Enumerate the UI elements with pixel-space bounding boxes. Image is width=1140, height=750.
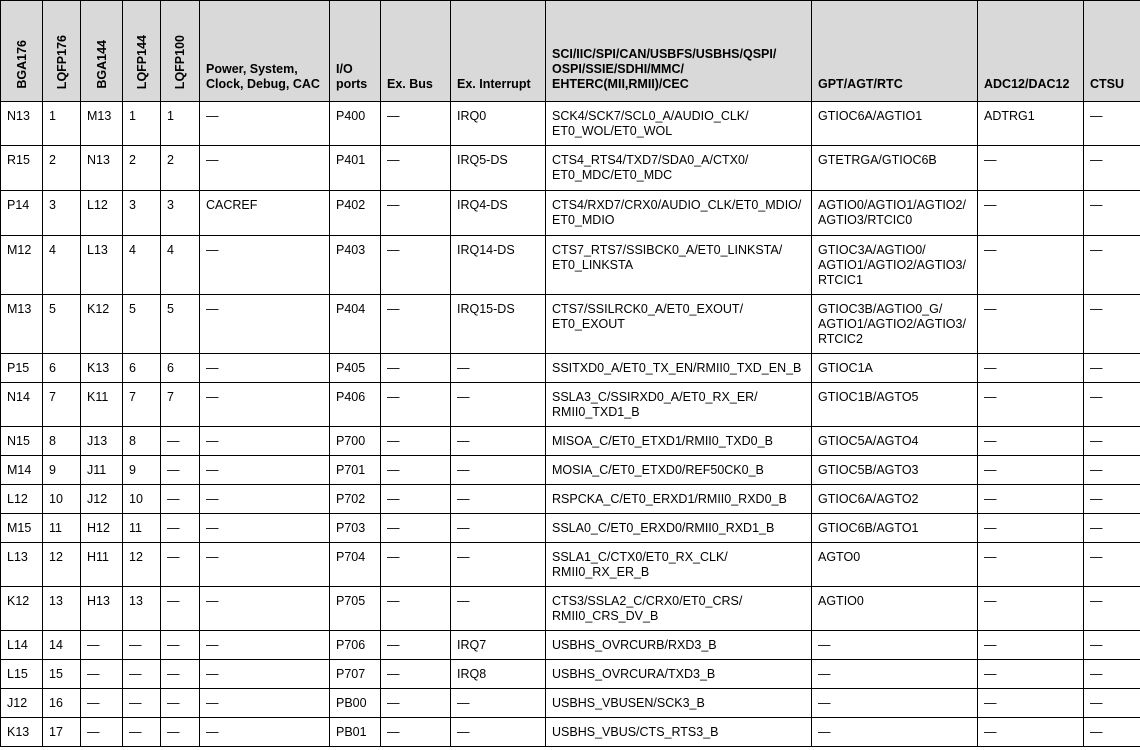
cell-ex-interrupt: — <box>451 354 546 383</box>
header-power-system: Power, System, Clock, Debug, CAC <box>200 1 330 102</box>
cell-comm: SSITXD0_A/ET0_TX_EN/RMII0_TXD_EN_B <box>546 354 812 383</box>
cell-ex-bus: — <box>381 354 451 383</box>
cell-bga144: K11 <box>81 383 123 427</box>
cell-bga144: N13 <box>81 146 123 191</box>
cell-bga144: K12 <box>81 295 123 354</box>
cell-bga176: M13 <box>1 295 43 354</box>
cell-ex-interrupt: — <box>451 383 546 427</box>
cell-ctsu: — <box>1084 456 1140 485</box>
cell-ex-interrupt: — <box>451 587 546 631</box>
cell-io-port: P702 <box>330 485 381 514</box>
cell-bga144: H12 <box>81 514 123 543</box>
table-row <box>1 146 1140 191</box>
cell-bga176: M12 <box>1 236 43 295</box>
cell-io-port: P700 <box>330 427 381 456</box>
cell-gpt-agt-rtc: GTIOC3A/AGTIO0/ AGTIO1/AGTIO2/AGTIO3/ RTCIC1 <box>812 236 978 295</box>
cell-bga144: J13 <box>81 427 123 456</box>
cell-adc-dac: — <box>978 383 1084 427</box>
table-row <box>1 718 1140 747</box>
cell-lqfp144: 5 <box>123 295 161 354</box>
cell-gpt-agt-rtc: — <box>812 718 978 747</box>
cell-ex-interrupt: IRQ0 <box>451 102 546 146</box>
cell-gpt-agt-rtc: GTIOC5B/AGTO3 <box>812 456 978 485</box>
cell-lqfp176: 8 <box>43 427 81 456</box>
cell-adc-dac: — <box>978 631 1084 660</box>
cell-io-port: P406 <box>330 383 381 427</box>
cell-bga144: L12 <box>81 191 123 236</box>
cell-adc-dac: — <box>978 514 1084 543</box>
cell-comm: CTS7_RTS7/SSIBCK0_A/ET0_LINKSTA/ ET0_LINKSTA <box>546 236 812 295</box>
cell-lqfp100: — <box>161 660 200 689</box>
cell-ex-interrupt: — <box>451 485 546 514</box>
cell-ex-bus: — <box>381 587 451 631</box>
table-row <box>1 514 1140 543</box>
header-bga144: BGA144 <box>81 1 123 102</box>
cell-ex-bus: — <box>381 456 451 485</box>
cell-comm: CTS4/RXD7/CRX0/AUDIO_CLK/ET0_MDIO/ ET0_MDIO <box>546 191 812 236</box>
cell-adc-dac: — <box>978 660 1084 689</box>
cell-power: — <box>200 236 330 295</box>
cell-power: — <box>200 631 330 660</box>
cell-gpt-agt-rtc: GTIOC6A/AGTIO1 <box>812 102 978 146</box>
cell-bga176: J12 <box>1 689 43 718</box>
cell-lqfp100: — <box>161 631 200 660</box>
cell-comm: CTS4_RTS4/TXD7/SDA0_A/CTX0/ ET0_MDC/ET0_MDC <box>546 146 812 191</box>
cell-lqfp144: — <box>123 631 161 660</box>
cell-io-port: P703 <box>330 514 381 543</box>
cell-bga176: P14 <box>1 191 43 236</box>
cell-power: — <box>200 102 330 146</box>
cell-lqfp176: 12 <box>43 543 81 587</box>
cell-lqfp100: 5 <box>161 295 200 354</box>
table-row <box>1 660 1140 689</box>
cell-adc-dac: — <box>978 354 1084 383</box>
cell-adc-dac: — <box>978 485 1084 514</box>
table-row <box>1 236 1140 295</box>
cell-lqfp100: 2 <box>161 146 200 191</box>
cell-lqfp176: 6 <box>43 354 81 383</box>
cell-power: — <box>200 718 330 747</box>
cell-gpt-agt-rtc: AGTIO0/AGTIO1/AGTIO2/ AGTIO3/RTCIC0 <box>812 191 978 236</box>
cell-ex-bus: — <box>381 514 451 543</box>
cell-io-port: P404 <box>330 295 381 354</box>
cell-ex-bus: — <box>381 146 451 191</box>
cell-lqfp176: 1 <box>43 102 81 146</box>
cell-adc-dac: — <box>978 427 1084 456</box>
cell-comm: MOSIA_C/ET0_ETXD0/REF50CK0_B <box>546 456 812 485</box>
cell-lqfp100: 1 <box>161 102 200 146</box>
cell-ctsu: — <box>1084 295 1140 354</box>
cell-io-port: P707 <box>330 660 381 689</box>
cell-gpt-agt-rtc: — <box>812 631 978 660</box>
cell-adc-dac: — <box>978 295 1084 354</box>
cell-power: — <box>200 354 330 383</box>
cell-ex-interrupt: IRQ14-DS <box>451 236 546 295</box>
cell-lqfp144: 10 <box>123 485 161 514</box>
cell-ex-interrupt: — <box>451 718 546 747</box>
cell-io-port: P405 <box>330 354 381 383</box>
cell-io-port: P400 <box>330 102 381 146</box>
cell-bga144: K13 <box>81 354 123 383</box>
cell-comm: CTS7/SSILRCK0_A/ET0_EXOUT/ ET0_EXOUT <box>546 295 812 354</box>
cell-bga144: — <box>81 631 123 660</box>
cell-gpt-agt-rtc: — <box>812 689 978 718</box>
cell-ctsu: — <box>1084 631 1140 660</box>
cell-bga176: P15 <box>1 354 43 383</box>
table-row <box>1 587 1140 631</box>
cell-lqfp144: 8 <box>123 427 161 456</box>
cell-bga176: M15 <box>1 514 43 543</box>
cell-ex-bus: — <box>381 295 451 354</box>
cell-ex-bus: — <box>381 427 451 456</box>
cell-lqfp100: — <box>161 543 200 587</box>
cell-ctsu: — <box>1084 102 1140 146</box>
cell-lqfp144: 11 <box>123 514 161 543</box>
header-bga176: BGA176 <box>1 1 43 102</box>
cell-ctsu: — <box>1084 485 1140 514</box>
cell-gpt-agt-rtc: GTETRGA/GTIOC6B <box>812 146 978 191</box>
cell-power: — <box>200 485 330 514</box>
cell-io-port: P401 <box>330 146 381 191</box>
cell-adc-dac: — <box>978 543 1084 587</box>
cell-power: — <box>200 689 330 718</box>
header-lqfp100: LQFP100 <box>161 1 200 102</box>
cell-ex-bus: — <box>381 383 451 427</box>
cell-lqfp176: 10 <box>43 485 81 514</box>
cell-gpt-agt-rtc: AGTO0 <box>812 543 978 587</box>
cell-ctsu: — <box>1084 543 1140 587</box>
header-ex-interrupt: Ex. Interrupt <box>451 1 546 102</box>
cell-bga176: L12 <box>1 485 43 514</box>
cell-comm: USBHS_OVRCURA/TXD3_B <box>546 660 812 689</box>
header-ex-bus: Ex. Bus <box>381 1 451 102</box>
cell-lqfp144: 6 <box>123 354 161 383</box>
table-row <box>1 191 1140 236</box>
cell-ctsu: — <box>1084 718 1140 747</box>
cell-power: CACREF <box>200 191 330 236</box>
cell-adc-dac: — <box>978 191 1084 236</box>
cell-lqfp176: 14 <box>43 631 81 660</box>
header-gpt-agt-rtc: GPT/AGT/RTC <box>812 1 978 102</box>
cell-gpt-agt-rtc: GTIOC5A/AGTO4 <box>812 427 978 456</box>
cell-gpt-agt-rtc: GTIOC1A <box>812 354 978 383</box>
cell-ex-bus: — <box>381 718 451 747</box>
cell-lqfp100: 4 <box>161 236 200 295</box>
cell-ctsu: — <box>1084 354 1140 383</box>
header-lqfp144: LQFP144 <box>123 1 161 102</box>
cell-lqfp144: 13 <box>123 587 161 631</box>
header-ctsu: CTSU <box>1084 1 1140 102</box>
cell-lqfp100: 7 <box>161 383 200 427</box>
cell-lqfp176: 9 <box>43 456 81 485</box>
cell-ex-interrupt: IRQ8 <box>451 660 546 689</box>
cell-ex-interrupt: — <box>451 689 546 718</box>
header-adc-dac: ADC12/DAC12 <box>978 1 1084 102</box>
table-body <box>1 102 1140 747</box>
cell-lqfp100: — <box>161 427 200 456</box>
cell-lqfp100: — <box>161 485 200 514</box>
cell-power: — <box>200 383 330 427</box>
cell-lqfp176: 2 <box>43 146 81 191</box>
cell-ctsu: — <box>1084 427 1140 456</box>
cell-io-port: PB01 <box>330 718 381 747</box>
cell-bga176: M14 <box>1 456 43 485</box>
cell-bga176: L13 <box>1 543 43 587</box>
cell-io-port: P705 <box>330 587 381 631</box>
cell-ex-interrupt: — <box>451 514 546 543</box>
cell-lqfp176: 15 <box>43 660 81 689</box>
cell-comm: USBHS_VBUS/CTS_RTS3_B <box>546 718 812 747</box>
header-lqfp176: LQFP176 <box>43 1 81 102</box>
cell-bga144: — <box>81 689 123 718</box>
cell-bga144: H11 <box>81 543 123 587</box>
cell-gpt-agt-rtc: — <box>812 660 978 689</box>
cell-adc-dac: — <box>978 146 1084 191</box>
cell-power: — <box>200 146 330 191</box>
cell-bga176: N15 <box>1 427 43 456</box>
cell-gpt-agt-rtc: AGTIO0 <box>812 587 978 631</box>
cell-ctsu: — <box>1084 660 1140 689</box>
cell-lqfp176: 7 <box>43 383 81 427</box>
cell-bga144: — <box>81 660 123 689</box>
table-row <box>1 354 1140 383</box>
cell-lqfp100: — <box>161 456 200 485</box>
cell-lqfp144: 2 <box>123 146 161 191</box>
cell-lqfp100: — <box>161 514 200 543</box>
cell-adc-dac: — <box>978 689 1084 718</box>
cell-adc-dac: — <box>978 718 1084 747</box>
header-communication: SCI/IIC/SPI/CAN/USBFS/USBHS/QSPI/ OSPI/SSIE/SDHI/MMC/ EHTERC(MII,RMII)/CEC <box>546 1 812 102</box>
cell-ex-interrupt: — <box>451 456 546 485</box>
cell-bga176: K13 <box>1 718 43 747</box>
cell-ex-bus: — <box>381 631 451 660</box>
header-io-ports: I/O ports <box>330 1 381 102</box>
cell-io-port: P704 <box>330 543 381 587</box>
cell-comm: CTS3/SSLA2_C/CRX0/ET0_CRS/ RMII0_CRS_DV_B <box>546 587 812 631</box>
cell-lqfp100: 6 <box>161 354 200 383</box>
table-row <box>1 295 1140 354</box>
cell-lqfp144: 9 <box>123 456 161 485</box>
cell-bga144: M13 <box>81 102 123 146</box>
cell-ex-bus: — <box>381 485 451 514</box>
cell-ex-bus: — <box>381 191 451 236</box>
cell-lqfp100: — <box>161 689 200 718</box>
cell-comm: USBHS_VBUSEN/SCK3_B <box>546 689 812 718</box>
cell-bga144: J12 <box>81 485 123 514</box>
cell-io-port: P706 <box>330 631 381 660</box>
cell-lqfp144: 3 <box>123 191 161 236</box>
cell-bga144: J11 <box>81 456 123 485</box>
cell-ctsu: — <box>1084 191 1140 236</box>
cell-lqfp176: 11 <box>43 514 81 543</box>
cell-ctsu: — <box>1084 689 1140 718</box>
cell-lqfp144: 4 <box>123 236 161 295</box>
cell-power: — <box>200 456 330 485</box>
cell-io-port: PB00 <box>330 689 381 718</box>
cell-bga176: N14 <box>1 383 43 427</box>
cell-comm: SCK4/SCK7/SCL0_A/AUDIO_CLK/ ET0_WOL/ET0_WOL <box>546 102 812 146</box>
cell-ex-bus: — <box>381 660 451 689</box>
table-row <box>1 485 1140 514</box>
cell-gpt-agt-rtc: GTIOC3B/AGTIO0_G/ AGTIO1/AGTIO2/AGTIO3/ RTCIC2 <box>812 295 978 354</box>
cell-lqfp144: 7 <box>123 383 161 427</box>
cell-lqfp144: — <box>123 689 161 718</box>
cell-ctsu: — <box>1084 236 1140 295</box>
cell-lqfp144: 12 <box>123 543 161 587</box>
cell-bga144: H13 <box>81 587 123 631</box>
cell-comm: USBHS_OVRCURB/RXD3_B <box>546 631 812 660</box>
cell-ctsu: — <box>1084 587 1140 631</box>
cell-lqfp176: 17 <box>43 718 81 747</box>
cell-ctsu: — <box>1084 514 1140 543</box>
cell-ex-interrupt: IRQ7 <box>451 631 546 660</box>
header-row <box>1 1 1140 102</box>
cell-lqfp100: — <box>161 718 200 747</box>
cell-bga176: L14 <box>1 631 43 660</box>
cell-lqfp176: 16 <box>43 689 81 718</box>
cell-ctsu: — <box>1084 383 1140 427</box>
table-row <box>1 543 1140 587</box>
cell-ex-interrupt: — <box>451 543 546 587</box>
cell-power: — <box>200 660 330 689</box>
cell-adc-dac: — <box>978 456 1084 485</box>
cell-adc-dac: ADTRG1 <box>978 102 1084 146</box>
cell-lqfp144: — <box>123 718 161 747</box>
cell-io-port: P402 <box>330 191 381 236</box>
table-row <box>1 427 1140 456</box>
cell-gpt-agt-rtc: GTIOC6A/AGTO2 <box>812 485 978 514</box>
cell-power: — <box>200 295 330 354</box>
cell-bga144: L13 <box>81 236 123 295</box>
cell-lqfp176: 13 <box>43 587 81 631</box>
table-row <box>1 631 1140 660</box>
cell-lqfp100: — <box>161 587 200 631</box>
table-row <box>1 383 1140 427</box>
cell-bga176: R15 <box>1 146 43 191</box>
cell-gpt-agt-rtc: GTIOC6B/AGTO1 <box>812 514 978 543</box>
cell-ex-interrupt: IRQ5-DS <box>451 146 546 191</box>
cell-power: — <box>200 514 330 543</box>
cell-ex-bus: — <box>381 689 451 718</box>
cell-comm: SSLA0_C/ET0_ERXD0/RMII0_RXD1_B <box>546 514 812 543</box>
cell-ctsu: — <box>1084 146 1140 191</box>
cell-ex-bus: — <box>381 543 451 587</box>
cell-gpt-agt-rtc: GTIOC1B/AGTO5 <box>812 383 978 427</box>
cell-bga176: L15 <box>1 660 43 689</box>
cell-comm: SSLA3_C/SSIRXD0_A/ET0_RX_ER/ RMII0_TXD1_B <box>546 383 812 427</box>
cell-bga176: N13 <box>1 102 43 146</box>
table-row <box>1 689 1140 718</box>
cell-comm: MISOA_C/ET0_ETXD1/RMII0_TXD0_B <box>546 427 812 456</box>
cell-ex-bus: — <box>381 102 451 146</box>
cell-ex-bus: — <box>381 236 451 295</box>
table-row <box>1 456 1140 485</box>
cell-ex-interrupt: IRQ4-DS <box>451 191 546 236</box>
cell-lqfp144: — <box>123 660 161 689</box>
cell-lqfp176: 3 <box>43 191 81 236</box>
cell-power: — <box>200 543 330 587</box>
cell-comm: RSPCKA_C/ET0_ERXD1/RMII0_RXD0_B <box>546 485 812 514</box>
cell-ex-interrupt: IRQ15-DS <box>451 295 546 354</box>
cell-bga144: — <box>81 718 123 747</box>
cell-lqfp176: 4 <box>43 236 81 295</box>
cell-power: — <box>200 427 330 456</box>
cell-comm: SSLA1_C/CTX0/ET0_RX_CLK/ RMII0_RX_ER_B <box>546 543 812 587</box>
cell-ex-interrupt: — <box>451 427 546 456</box>
table-row <box>1 102 1140 146</box>
cell-bga176: K12 <box>1 587 43 631</box>
cell-lqfp100: 3 <box>161 191 200 236</box>
cell-lqfp144: 1 <box>123 102 161 146</box>
cell-adc-dac: — <box>978 587 1084 631</box>
cell-lqfp176: 5 <box>43 295 81 354</box>
cell-power: — <box>200 587 330 631</box>
cell-adc-dac: — <box>978 236 1084 295</box>
cell-io-port: P701 <box>330 456 381 485</box>
cell-io-port: P403 <box>330 236 381 295</box>
